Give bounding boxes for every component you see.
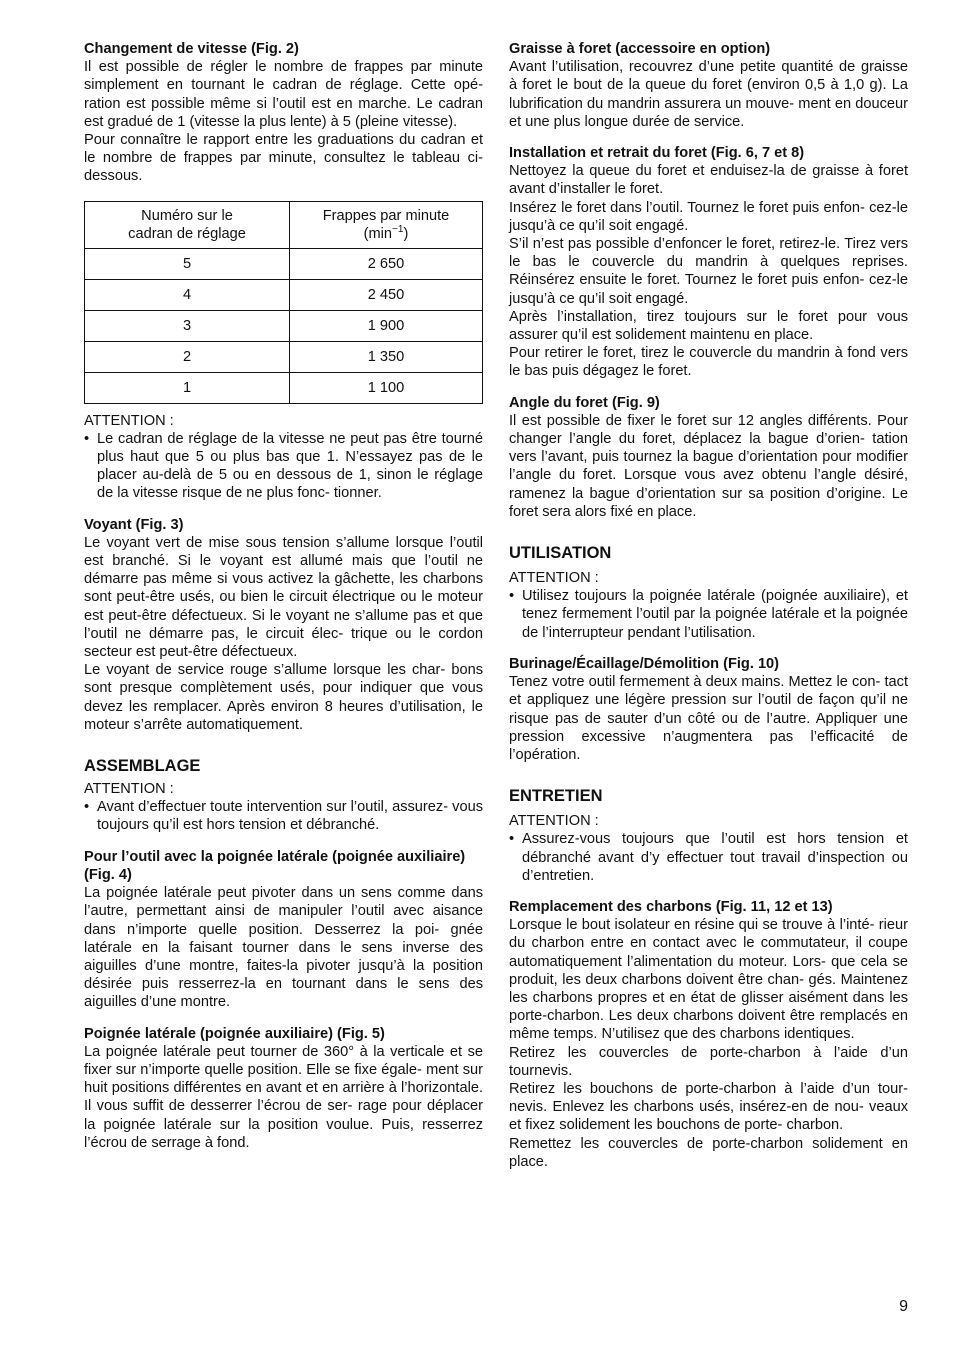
table-row — [85, 248, 483, 279]
charbons-paragraph-4: Remettez les couvercles de porte-charbon solidement en place. — [509, 1135, 908, 1170]
speed-table — [84, 201, 483, 404]
attention-bullet — [84, 430, 483, 503]
bullet-dot: • — [509, 588, 515, 605]
bullet-text: Assurez-vous toujours que l’outil est hors tension et débranché avant d’y effectuer tout travail d’inspection ou d’entretien. — [522, 831, 908, 884]
table-cell-dial: 5 — [85, 248, 290, 279]
table-cell-bpm: 1 350 — [290, 341, 483, 372]
poignee-fig5-paragraph: La poignée latérale peut tourner de 360° à la verticale et se fixer sur n’importe quelle position. Elle se fixe égale- ment sur huit positions différentes en avant et en arrière à l’horizontale. Il vous suffit de desserrer l’écrou de ser- rage pour déplacer la poignée latérale sur la position voulue. Puis, resserrez l’écrou de serrage à fond. — [84, 1043, 483, 1151]
charbons-heading: Remplacement des charbons (Fig. 11, 12 et 13) — [509, 898, 833, 915]
attention-label: ATTENTION : — [84, 412, 174, 429]
attention-label: ATTENTION : — [84, 781, 174, 798]
installation-paragraph-1: Nettoyez la queue du foret et enduisez-la de graisse à foret avant d’installer le foret. — [509, 163, 908, 198]
installation-paragraph-4: Après l’installation, tirez toujours sur le foret pour vous assurer qu’il est solidement maintenu en place. — [509, 308, 908, 344]
installation-heading: Installation et retrait du foret (Fig. 6, 7 et 8) — [509, 145, 805, 162]
bullet-dot: • — [509, 831, 515, 848]
poignee-fig4-paragraph: La poignée latérale peut pivoter dans un sens comme dans l’autre, permettant ainsi de manipuler l’outil avec aisance dans n’importe quelle position. Desserrez la poi- gnée latérale en la faisant tourner dans le sens inverse des aiguilles d’une montre, faites-la pivoter jusqu’à la position désirée puis resserrez-la en tournant dans le sens des aiguilles d’une montre. — [84, 885, 483, 1011]
attention-bullet — [509, 830, 908, 885]
voyant-heading: Voyant (Fig. 3) — [84, 516, 184, 533]
table-header-bpm: Frappes par minute $(\min^{-1})$ — [290, 201, 483, 248]
table-cell-bpm: 1 900 — [290, 310, 483, 341]
bullet-text: Le cadran de réglage de la vitesse ne peut pas être tourné plus haut que 5 ou plus bas que 1. N’essayez pas de le placer au-delà de 5 ou en dessous de 1, sinon le réglage de la vitesse risque de ne plus fonc- tionner. — [97, 430, 483, 502]
poignee-fig4-heading: Pour l’outil avec la poignée latérale (poignée auxiliaire) (Fig. 4) — [84, 848, 466, 883]
table-header-dial: Numéro sur le cadran de réglage — [85, 201, 290, 248]
table-cell-dial: 1 — [85, 372, 290, 403]
angle-paragraph: Il est possible de fixer le foret sur 12 angles différents. Pour changer l’angle du foret, déplacez la bague d’orien- tation vers l’avant, puis tournez la bague d’orientation pour modifier l’angle du foret. Lorsque vous avez obtenu l’angle désiré, ramenez la bague d’orientation sur sa position d’origine. Le foret sera alors fixé en place. — [509, 412, 908, 520]
poignee-fig5-heading: Poignée latérale (poignée auxiliaire) (Fig. 5) — [84, 1025, 385, 1042]
table-row — [85, 372, 483, 403]
installation-paragraph-3: S’il n’est pas possible d’enfoncer le foret, retirez-le. Tirez vers le bas le couvercle du mandrin à quelques reprises. Réinsérez ensuite le foret. Tournez le foret puis enfon- cez-le jusqu’à ce qu’il soit engagé. — [509, 236, 908, 307]
graisse-paragraph: Avant l’utilisation, recouvrez d’une petite quantité de graisse à foret le bout de la queue du foret (environ 0,5 à 1,0 g). La lubrification du mandrin assurera un mouve- ment en douceur et une plus longue durée de service. — [509, 59, 908, 130]
installation-paragraph-2: Insérez le foret dans l’outil. Tournez le foret puis enfon- cez-le jusqu’à ce qu’il soit engagé. — [509, 199, 908, 234]
speed-heading: Changement de vitesse (Fig. 2) — [84, 41, 299, 57]
assemblage-heading: ASSEMBLAGE — [84, 757, 201, 776]
attention-bullet — [84, 798, 483, 834]
attention-label: ATTENTION : — [509, 813, 599, 830]
table-cell-dial: 3 — [85, 310, 290, 341]
angle-heading: Angle du foret (Fig. 9) — [509, 394, 660, 411]
speed-paragraph-2: Pour connaître le rapport entre les graduations du cadran et le nombre de frappes par minute, consultez le tableau ci-dessous. — [84, 132, 483, 185]
graisse-heading: Graisse à foret (accessoire en option) — [509, 41, 771, 57]
table-cell-dial: 4 — [85, 279, 290, 310]
bullet-dot: • — [84, 430, 90, 447]
bullet-dot: • — [84, 799, 90, 816]
attention-bullet — [509, 587, 908, 642]
table-row — [85, 310, 483, 341]
table-cell-bpm: 2 650 — [290, 248, 483, 279]
attention-label: ATTENTION : — [509, 570, 599, 587]
voyant-paragraph-2: Le voyant de service rouge s’allume lorsque les char- bons sont presque complètement usés, pour indiquer que vous devez les remplacer. Après environ 8 heures d’utilisation, le moteur s’arrête automatiquement. — [84, 662, 483, 733]
burinage-paragraph: Tenez votre outil fermement à deux mains. Mettez le con- tact et appliquez une légère pression sur l’outil de façon qu’il ne risque pas de sauter d’un côté ou de l’autre. Appliquer une pression excessive n’augmentera pas l’efficacité de l’opération. — [509, 674, 908, 763]
right-column — [509, 40, 908, 1171]
burinage-heading: Burinage/Écaillage/Démolition (Fig. 10) — [509, 655, 780, 672]
bullet-text: Avant d’effectuer toute intervention sur l’outil, assurez- vous toujours qu’il est hors tension et débranché. — [97, 799, 483, 834]
speed-paragraph-1: Il est possible de régler le nombre de frappes par minute simplement en tournant le cadran de réglage. Cette opé- ration est possible même si l’outil est en marche. Le cadran est gradué de 1 (vitesse la plus lente) à 5 (pleine vitesse). — [84, 59, 483, 130]
installation-paragraph-5: Pour retirer le foret, tirez le couvercle du mandrin à fond vers le bas puis dégagez le foret. — [509, 345, 908, 380]
voyant-paragraph-1: Le voyant vert de mise sous tension s’allume lorsque l’outil est branché. Si le voyant est allumé mais que l’outil ne démarre pas même si vous activez la gâchette, les charbons sont peut-être usés, ou bien le circuit électrique ou le moteur est peut-être défectueux. Si le voyant ne s’allume pas et que l’outil ne démarre pas, le circuit élec- trique ou le cordon secteur est peut-être défectueux. — [84, 534, 483, 661]
table-row — [85, 279, 483, 310]
charbons-paragraph-2: Retirez les couvercles de porte-charbon à l’aide d’un tournevis. — [509, 1044, 908, 1079]
page-number: 9 — [899, 1298, 908, 1315]
table-cell-bpm: 1 100 — [290, 372, 483, 403]
entretien-heading: ENTRETIEN — [509, 787, 603, 806]
bullet-text: Utilisez toujours la poignée latérale (poignée auxiliaire), et tenez fermement l’outil par la poignée latérale et la poignée de l’interrupteur pendant l’utilisation. — [522, 588, 908, 641]
charbons-paragraph-1: Lorsque le bout isolateur en résine qui se trouve à l’inté- rieur du charbon entre en contact avec le commutateur, il coupe automatiquement l’alimentation du moteur. Lors- que cela se produit, les deux charbons doivent être chan- gés. Maintenez les charbons propres et en état de glisser aisément dans les porte-charbon. Les deux charbons doivent être remplacés en même temps. N’utilisez que des charbons identiques. — [509, 917, 908, 1043]
left-column — [84, 40, 483, 1152]
table-cell-dial: 2 — [85, 341, 290, 372]
utilisation-heading: UTILISATION — [509, 544, 612, 563]
table-cell-bpm: 2 450 — [290, 279, 483, 310]
table-header-row — [85, 201, 483, 248]
charbons-paragraph-3: Retirez les bouchons de porte-charbon à l’aide d’un tour- nevis. Enlevez les charbons usés, insérez-en de nou- veaux et fixez solidement les bouchons de porte- charbon. — [509, 1080, 908, 1134]
table-row — [85, 341, 483, 372]
